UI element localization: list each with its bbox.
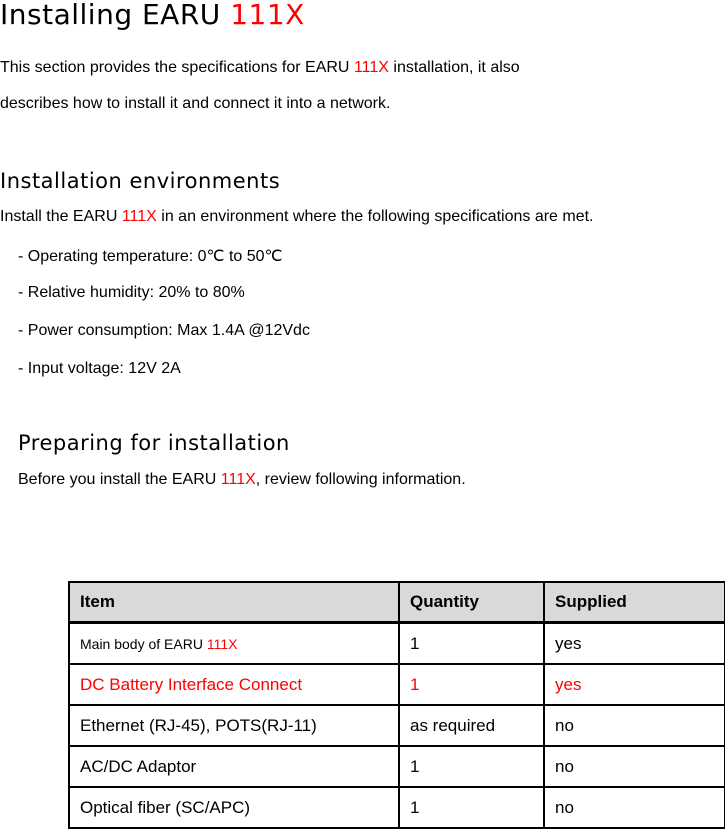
cell-item (69, 623, 399, 665)
preparing-lead-model: 111X (220, 471, 256, 488)
intro-line-2: describes how to install it and connect it into a network. (0, 95, 391, 112)
intro-line-1 (0, 59, 520, 77)
environments-lead-model: 111X (121, 208, 157, 225)
cell-item: Ethernet (RJ-45), POTS(RJ-11) (69, 705, 399, 746)
intro-model: 111X (353, 59, 389, 76)
column-header-supplied: Supplied (544, 582, 725, 623)
preparing-lead-suffix: , review following information. (255, 471, 466, 488)
spec-operating-temperature: - Operating temperature: 0℃ to 50℃ (18, 248, 283, 265)
cell-supplied: yes (544, 623, 725, 665)
cell-quantity: as required (399, 705, 544, 746)
cell-supplied: no (544, 705, 725, 746)
cell-quantity: 1 (399, 746, 544, 787)
table-header-row (69, 582, 725, 623)
spec-relative-humidity: - Relative humidity: 20% to 80% (18, 284, 245, 301)
table-row (69, 664, 725, 705)
page-title (0, 0, 305, 31)
cell-quantity: 1 (399, 664, 544, 705)
environments-lead-text: Install the EARU (0, 208, 122, 225)
spec-power-consumption: - Power consumption: Max 1.4A @12Vdc (18, 322, 310, 339)
title-text: Installing EARU (0, 0, 231, 31)
cell-quantity: 1 (399, 623, 544, 665)
intro-text-suffix: installation, it also (388, 59, 520, 76)
cell-quantity: 1 (399, 787, 544, 828)
cell-supplied: yes (544, 664, 725, 705)
table-row (69, 787, 725, 828)
preparing-lead-text: Before you install the EARU (18, 471, 221, 488)
cell-item: Optical fiber (SC/APC) (69, 787, 399, 828)
environments-lead (0, 208, 594, 226)
title-model: 111X (230, 0, 305, 31)
table-row (69, 705, 725, 746)
cell-supplied: no (544, 787, 725, 828)
section-heading-preparing: Preparing for installation (18, 431, 290, 455)
preparing-lead (18, 471, 466, 489)
environments-lead-suffix: in an environment where the following specifications are met. (156, 208, 594, 225)
cell-supplied: no (544, 746, 725, 787)
intro-text: This section provides the specifications for EARU (0, 59, 354, 76)
cell-item: AC/DC Adaptor (69, 746, 399, 787)
section-heading-environments: Installation environments (0, 169, 281, 193)
table-row (69, 623, 725, 665)
table-row (69, 746, 725, 787)
spec-input-voltage: - Input voltage: 12V 2A (18, 360, 181, 377)
cell-item: DC Battery Interface Connect (69, 664, 399, 705)
cell-item-model: 111X (206, 635, 238, 652)
installation-items-table (68, 581, 725, 829)
column-header-item: Item (69, 582, 399, 623)
cell-item-text: Main body of EARU (80, 635, 207, 652)
column-header-quantity: Quantity (399, 582, 544, 623)
